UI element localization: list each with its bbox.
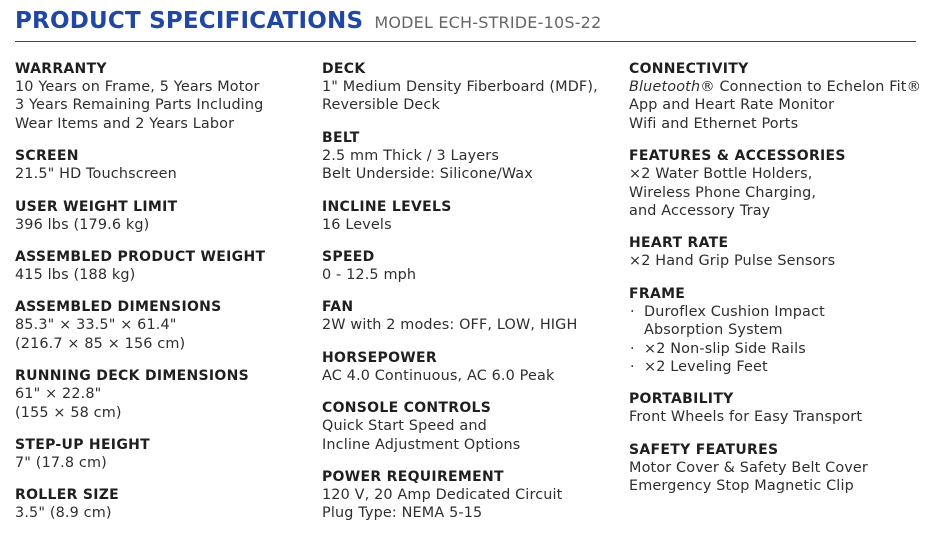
spec-line: ×2 Hand Grip Pulse Sensors [629, 253, 836, 270]
spec-heading: PORTABILITY [629, 391, 734, 408]
spec-line: Front Wheels for Easy Transport [629, 409, 863, 426]
spec-line: Quick Start Speed and [322, 418, 487, 435]
spec-line: 3.5" (8.9 cm) [15, 505, 112, 522]
spec-heading: SAFETY FEATURES [629, 441, 779, 458]
spec-line: 2.5 mm Thick / 3 Layers [322, 147, 500, 164]
bullet-item: · ×2 Leveling Feet [629, 358, 924, 376]
spec-screen [15, 147, 315, 183]
spec-frame [629, 285, 924, 377]
spec-line: 61" × 22.8" [15, 386, 102, 403]
spec-speed [322, 248, 622, 284]
spec-heading: RUNNING DECK DIMENSIONS [15, 368, 249, 385]
spec-line: 1" Medium Density Fiberboard (MDF), [322, 79, 598, 95]
spec-line: 2W with 2 modes: OFF, LOW, HIGH [322, 317, 578, 334]
spec-assembled-dimensions [15, 298, 315, 353]
spec-line: Motor Cover & Safety Belt Cover [629, 459, 869, 476]
spec-power-requirement [322, 468, 622, 523]
spec-line: Wear Items and 2 Years Labor [15, 115, 235, 132]
bluetooth-label: Bluetooth® [629, 79, 715, 95]
spec-horsepower [322, 349, 622, 385]
spec-running-deck-dimensions [15, 367, 315, 422]
page-title: PRODUCT SPECIFICATIONS [15, 8, 364, 34]
spec-line: 21.5" HD Touchscreen [15, 166, 177, 183]
spec-heading: FEATURES & ACCESSORIES [629, 148, 846, 165]
page-header [15, 8, 601, 34]
spec-features-accessories [629, 147, 924, 220]
spec-heading: BELT [322, 129, 360, 146]
spec-line-text: Connection to Echelon Fit® [714, 79, 922, 95]
spec-heading: POWER REQUIREMENT [322, 469, 504, 486]
spec-line: 0 - 12.5 mph [322, 267, 417, 284]
spec-line: 7" (17.8 cm) [15, 455, 107, 472]
spec-line: 120 V, 20 Amp Dedicated Circuit [322, 487, 563, 504]
spec-heading: ASSEMBLED PRODUCT WEIGHT [15, 249, 266, 266]
spec-assembled-weight [15, 248, 315, 284]
spec-line: 10 Years on Frame, 5 Years Motor [15, 79, 260, 95]
spec-step-up-height [15, 436, 315, 472]
spec-heading: DECK [322, 61, 366, 77]
spec-connectivity [629, 60, 924, 133]
spec-line: 415 lbs (188 kg) [15, 267, 136, 284]
spec-portability [629, 390, 924, 426]
spec-heading: STEP-UP HEIGHT [15, 437, 150, 454]
spec-line: Incline Adjustment Options [322, 436, 521, 453]
spec-line: and Accessory Tray [629, 203, 771, 220]
spec-fan [322, 298, 622, 334]
spec-line: Emergency Stop Magnetic Clip [629, 478, 854, 495]
spec-line: (155 × 58 cm) [15, 404, 122, 421]
spec-line: App and Heart Rate Monitor [629, 97, 835, 114]
spec-column-3 [629, 60, 924, 510]
spec-line: Belt Underside: Silicone/Wax [322, 166, 533, 183]
spec-incline-levels [322, 198, 622, 234]
spec-deck [322, 60, 622, 115]
spec-heading: HORSEPOWER [322, 349, 437, 366]
spec-heading: INCLINE LEVELS [322, 198, 452, 215]
spec-heading: SPEED [322, 249, 375, 266]
spec-roller-size [15, 486, 315, 522]
bullet-item-continuation: Absorption System [644, 322, 783, 339]
bullet-item: · Duroflex Cushion Impact [629, 303, 924, 321]
spec-line: Reversible Deck [322, 97, 440, 114]
model-number: MODEL ECH-STRIDE-10S-22 [374, 13, 602, 32]
spec-heading: FRAME [629, 285, 686, 302]
bullet-item: · ×2 Non-slip Side Rails [629, 340, 924, 358]
spec-heading: FAN [322, 299, 354, 316]
spec-column-2 [322, 60, 622, 537]
spec-line: 3 Years Remaining Parts Including [15, 97, 264, 114]
header-divider [15, 41, 916, 42]
spec-column-1 [15, 60, 315, 537]
spec-line: Wireless Phone Charging, [629, 184, 817, 201]
spec-heart-rate [629, 234, 924, 270]
spec-line: (216.7 × 85 × 156 cm) [15, 335, 186, 352]
spec-heading: USER WEIGHT LIMIT [15, 198, 178, 215]
spec-warranty [15, 60, 315, 133]
spec-console-controls [322, 399, 622, 454]
spec-belt [322, 129, 622, 184]
spec-line: AC 4.0 Continuous, AC 6.0 Peak [322, 367, 555, 384]
spec-heading: ROLLER SIZE [15, 487, 120, 504]
spec-heading: ASSEMBLED DIMENSIONS [15, 299, 222, 316]
spec-line: 396 lbs (179.6 kg) [15, 216, 150, 233]
spec-heading: CONSOLE CONTROLS [322, 400, 492, 417]
spec-user-weight-limit [15, 198, 315, 234]
spec-safety-features [629, 441, 924, 496]
spec-line: Wifi and Ethernet Ports [629, 115, 799, 132]
spec-line: 85.3" × 33.5" × 61.4" [15, 317, 177, 334]
spec-line [629, 78, 924, 96]
spec-line: Plug Type: NEMA 5-15 [322, 505, 483, 522]
spec-heading: HEART RATE [629, 235, 729, 252]
spec-line: 16 Levels [322, 216, 392, 233]
spec-heading: CONNECTIVITY [629, 61, 749, 77]
spec-heading: SCREEN [15, 148, 79, 165]
spec-line: ×2 Water Bottle Holders, [629, 166, 813, 183]
spec-heading: WARRANTY [15, 61, 107, 77]
